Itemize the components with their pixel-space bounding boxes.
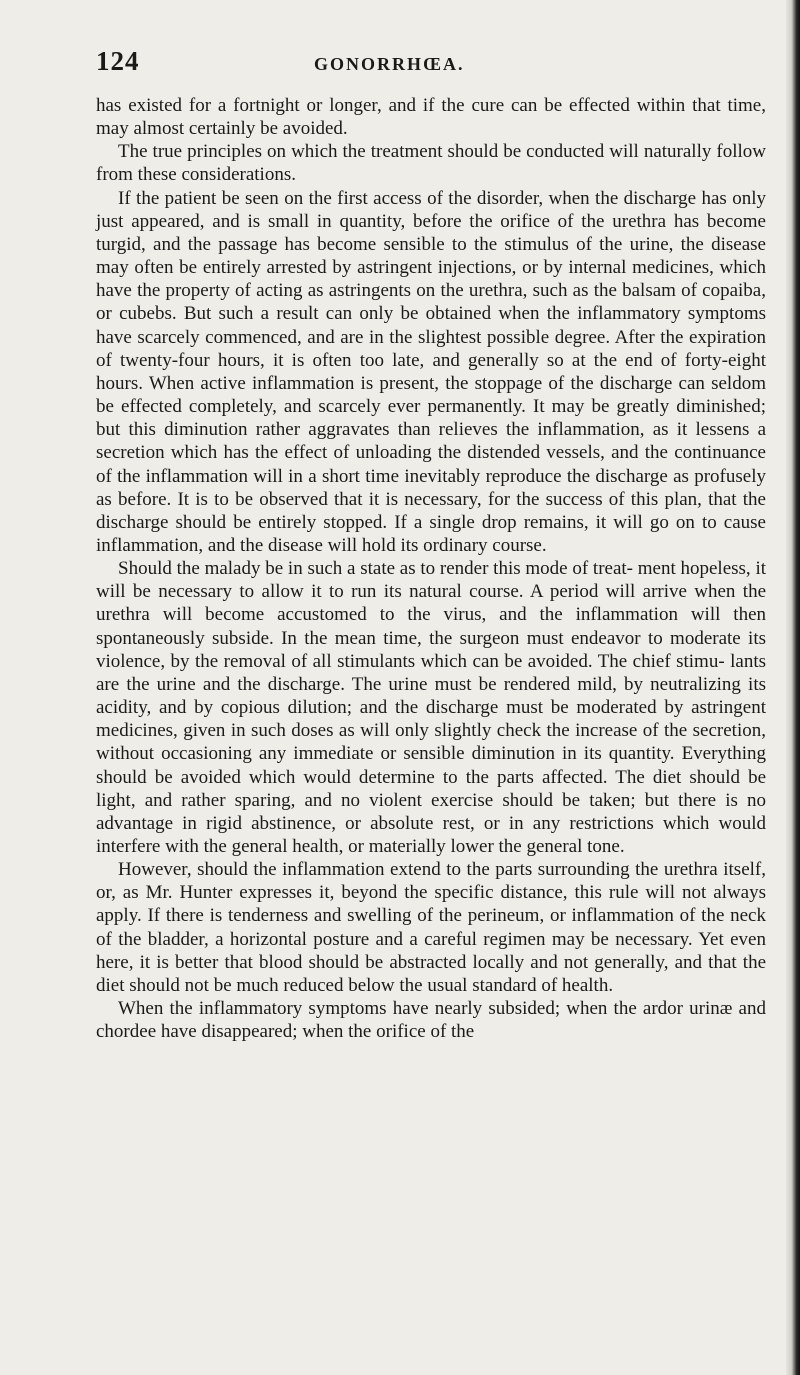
- body-text: [96, 94, 766, 1043]
- paragraph: When the inflammatory symptoms have nearly subsided; when the ardor urinæ and chordee have disappeared; when the orifice of the: [96, 998, 766, 1043]
- running-title: GONORRHŒA.: [314, 54, 465, 74]
- page-header: [96, 46, 766, 86]
- paragraph: The true principles on which the treatment should be conducted will naturally follow from these considerations.: [96, 141, 766, 186]
- paragraph: If the patient be seen on the first access of the disorder, when the discharge has only just appeared, and is small in quantity, before the orifice of the urethra has become turgid, and the passage has become sensible to the stimulus of the urine, the disease may often be entirely arrested by astringent injections, or by internal medicines, which have the property of acting as astringents on the urethra, such as the balsam of copaiba, or cubebs. But such a result can only be obtained when the inflammatory symptoms have scarcely commenced, and are in the slightest possible degree. After the expiration of twenty-four hours, it is often too late, and generally so at the end of forty-eight hours. When active inflammation is present, the stoppage of the discharge can seldom be effected completely, and scarcely ever permanently. It may be greatly diminished; but this diminution rather aggravates than relieves the inflammation, as it lessens a secretion which has the effect of unloading the distended vessels, and the continuance of the inflammation will in a short time inevitably reproduce the discharge as profusely as before. It is to be observed that it is necessary, for the success of this plan, that the discharge should be entirely stopped. If a single drop remains, it will go on to cause inflammation, and the disease will hold its ordinary course.: [96, 187, 766, 556]
- page-number: 124: [96, 46, 140, 76]
- paragraph: Should the malady be in such a state as to render this mode of treat- ment hopeless, it will be necessary to allow it to run its natural course. A period will arrive when the urethra will become accustomed to the virus, and the inflammation will then spontaneously subside. In the mean time, the surgeon must endeavor to moderate its violence, by the removal of all stimulants which can be avoided. The chief stimu- lants are the urine and the discharge. The urine must be rendered mild, by neutralizing its acidity, and by copious dilution; and the discharge must be moderated by astringent medicines, given in such doses as will only slightly check the increase of the secretion, without occasioning any immediate or sensible diminution in its quantity. Everything should be avoided which would determine to the parts affected. The diet should be light, and rather sparing, and no violent exercise should be taken; but there is no advantage in rigid abstinence, or absolute rest, or in any restrictions which would interfere with the general health, or materially lower the general tone.: [96, 558, 766, 857]
- page-binding-edge: [786, 0, 800, 1375]
- paragraph: However, should the inflammation extend to the parts surrounding the urethra itself, or, as Mr. Hunter expresses it, beyond the specific distance, this rule will not always apply. If there is tenderness and swelling of the perineum, or inflammation of the neck of the bladder, a horizontal posture and a careful regimen may be necessary. Yet even here, it is better that blood should be abstracted locally and not generally, and that the diet should not be much reduced below the usual standard of health.: [96, 859, 766, 996]
- paragraph: has existed for a fortnight or longer, and if the cure can be effected within that time, may almost certainly be avoided.: [96, 95, 766, 140]
